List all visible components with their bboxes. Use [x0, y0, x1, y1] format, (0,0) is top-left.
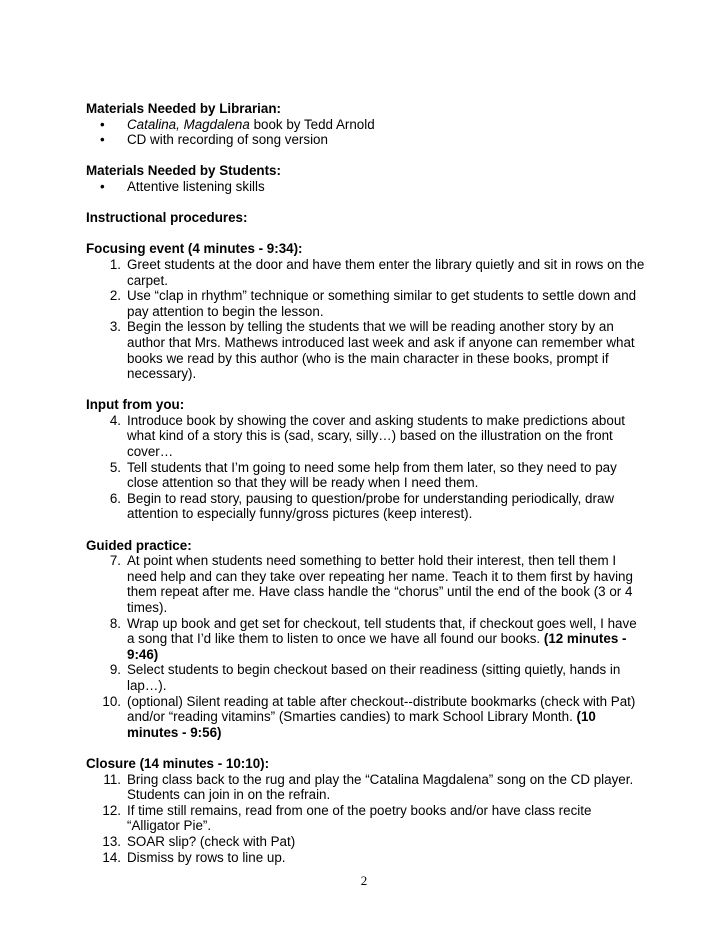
- step-item: [86, 491, 646, 522]
- step-number: 12.: [102, 802, 121, 818]
- step-timing: (12 minutes - 9:46): [127, 631, 627, 662]
- step-text: Dismiss by rows to line up.: [127, 849, 286, 865]
- step-text: Greet students at the door and have them enter the library quietly and sit in rows on the carpet.: [127, 256, 645, 288]
- materials-students-list: [86, 179, 646, 195]
- list-item-text: CD with recording of song version: [127, 132, 328, 148]
- step-number: 1.: [109, 256, 121, 272]
- step-text: If time still remains, read from one of the poetry books and/or have class recite “Alligator Pie”.: [127, 802, 592, 834]
- input-section: [86, 397, 646, 522]
- step-item: [86, 616, 646, 663]
- step-number: 5.: [109, 459, 121, 475]
- step-item: [86, 288, 646, 319]
- step-number: 6.: [109, 490, 121, 506]
- input-heading: Input from you:: [86, 397, 185, 413]
- step-text: Tell students that I’m going to need some help from them later, so they need to pay close attention so that they will be ready when I need them.: [127, 459, 617, 491]
- guided-steps: [86, 553, 646, 740]
- step-number: 8.: [109, 615, 121, 631]
- list-item: [86, 179, 646, 195]
- step-text: Use “clap in rhythm” technique or something similar to get students to settle down and pay attention to begin the lesson.: [127, 288, 637, 319]
- book-title: Catalina, Magdalena: [127, 116, 250, 132]
- step-item: [86, 662, 646, 693]
- step-item: [86, 319, 646, 381]
- step-item: [86, 413, 646, 460]
- focusing-heading: Focusing event (4 minutes - 9:34):: [86, 241, 303, 257]
- step-item: [86, 460, 646, 491]
- step-item: [86, 694, 646, 741]
- step-timing: (10 minutes - 9:56): [127, 709, 596, 740]
- guided-section: [86, 538, 646, 741]
- step-text: (optional) Silent reading at table after checkout--distribute bookmarks (check with Pat) and/or “reading vitamins” (Smarties candies) to mark School Library Month.: [127, 693, 636, 725]
- bullet-icon: •: [100, 132, 105, 148]
- list-item: [86, 117, 646, 133]
- focusing-section: [86, 241, 646, 381]
- input-steps: [86, 413, 646, 522]
- step-text: Introduce book by showing the cover and asking students to make predictions about what kind of a story this is (sad, scary, silly…) based on the illustration on the front cover…: [127, 412, 625, 460]
- step-number: 7.: [109, 553, 121, 569]
- materials-students-section: [86, 163, 646, 194]
- page-number: 2: [360, 873, 368, 888]
- step-number: 10.: [102, 693, 121, 709]
- instructional-section: [86, 210, 646, 226]
- step-text: Select students to begin checkout based on their readiness (sitting quietly, hands in lap…).: [127, 662, 621, 693]
- step-number: 11.: [103, 771, 121, 787]
- instructional-heading: Instructional procedures:: [86, 210, 248, 226]
- step-number: 13.: [102, 833, 121, 849]
- list-item-text: Attentive listening skills: [127, 178, 265, 194]
- lesson-plan-body: [86, 101, 646, 881]
- step-item: [86, 850, 646, 866]
- step-item: [86, 257, 646, 288]
- closure-heading: Closure (14 minutes - 10:10):: [86, 755, 270, 771]
- step-item: [86, 553, 646, 615]
- closure-section: [86, 756, 646, 865]
- bullet-icon: •: [100, 116, 105, 132]
- step-text: Bring class back to the rug and play the “Catalina Magdalena” song on the CD player. Students can join in on the refrain.: [127, 771, 634, 803]
- bullet-icon: •: [100, 178, 105, 194]
- step-number: 9.: [109, 662, 121, 678]
- step-number: 4.: [109, 412, 121, 428]
- step-text: At point when students need something to better hold their interest, then tell them I need help and can they take over repeating her name. Teach it to them first by having them repeat after me. Have class handle the “chorus” until the end of the book (3 or 4 times).: [127, 553, 633, 615]
- materials-librarian-list: [86, 117, 646, 148]
- step-text: Wrap up book and get set for checkout, tell students that, if checkout goes well, I have a song that I’d like them to listen to once we have all found our books.: [127, 615, 637, 647]
- step-text: Begin to read story, pausing to question/probe for understanding periodically, draw attention to especially funny/gross pictures (keep interest).: [127, 490, 615, 522]
- list-item-text: book by Tedd Arnold: [249, 116, 375, 132]
- focusing-steps: [86, 257, 646, 382]
- step-number: 2.: [109, 288, 121, 304]
- step-number: 3.: [109, 319, 121, 335]
- materials-librarian-heading: Materials Needed by Librarian:: [86, 101, 281, 116]
- step-text: Begin the lesson by telling the students that we will be reading another story by an author that Mrs. Mathews introduced last week and ask if anyone can remember what books we read by this author (who is the main character in these books, prompt if necessary).: [127, 319, 635, 382]
- step-item: [86, 803, 646, 834]
- closure-steps: [86, 772, 646, 866]
- step-number: 14.: [102, 849, 121, 865]
- step-text: SOAR slip? (check with Pat): [127, 833, 296, 849]
- materials-librarian-section: [86, 101, 646, 148]
- step-item: [86, 772, 646, 803]
- step-item: [86, 834, 646, 850]
- list-item: [86, 132, 646, 148]
- guided-heading: Guided practice:: [86, 537, 192, 553]
- materials-students-heading: Materials Needed by Students:: [86, 163, 281, 179]
